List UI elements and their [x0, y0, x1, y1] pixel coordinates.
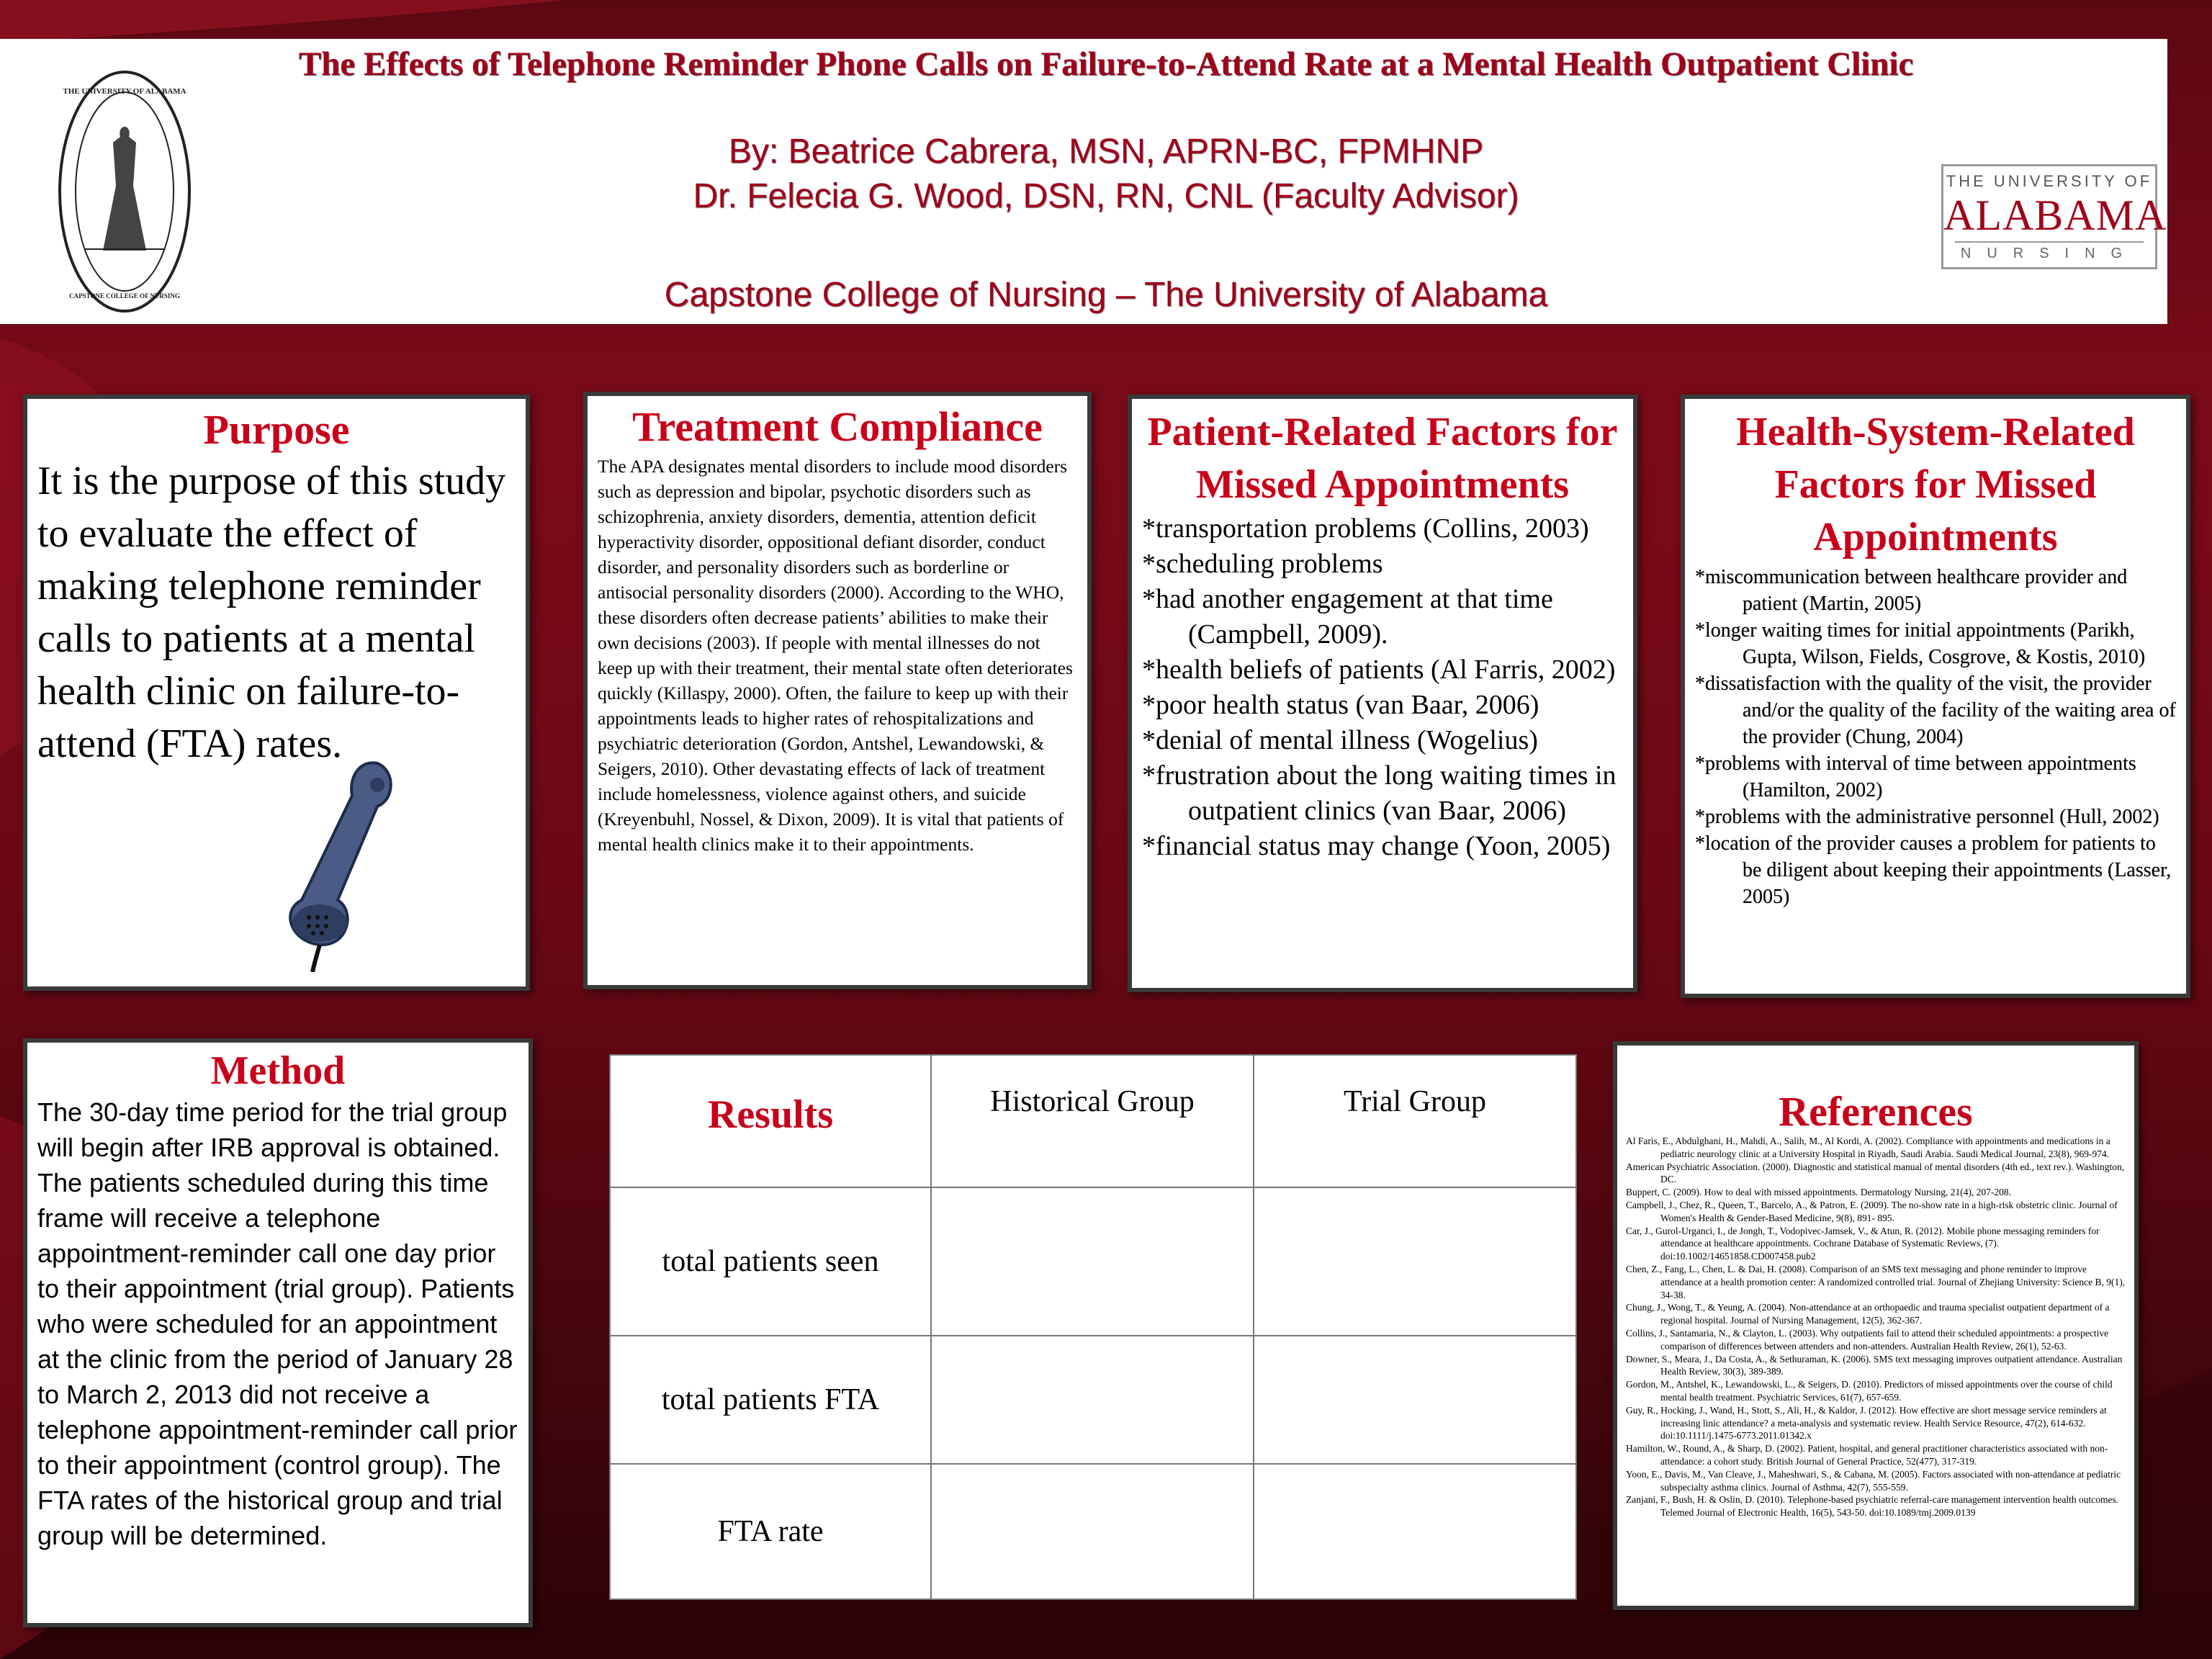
reference-item: Yoon, E., Davis, M., Van Cleave, J., Maheshwari, S., & Cabana, M. (2005). Factors associated with non-attendance at pediatric subspecialty asthma clinics. Journal of Asthma, 42(7), 555-559. — [1626, 1468, 2121, 1493]
list-item: *financial status may change (Yoon, 2005) — [1142, 831, 1611, 861]
cell-trial — [1254, 1464, 1576, 1599]
results-table — [609, 1054, 1577, 1600]
patient-factors-title: Patient-Related Factors for Missed Appointments — [1147, 410, 1618, 507]
list-item: *had another engagement at that time (Campbell, 2009). — [1142, 584, 1553, 649]
logo-line-1: THE UNIVERSITY OF — [1946, 172, 2153, 190]
purpose-body: It is the purpose of this study to evaluate the effect of making telephone reminder calls to patients at a mental health clinic on failure-to-attend (FTA) rates. — [37, 459, 506, 766]
reference-item: Buppert, C. (2009). How to deal with missed appointments. Dermatology Nursing, 21(4), 207-208. — [1626, 1187, 2012, 1198]
treatment-compliance-panel — [583, 392, 1092, 989]
treatment-body: The APA designates mental disorders to include mood disorders such as depression and bipolar, psychotic disorders such as schizophrenia, anxiety disorders, dementia, attention deficit hyperactivity disorder, oppositional defiant disorder, conduct disorder, and personality disorders such as borderline or antisocial personality disorders (2000). According to the WHO, these disorders often decrease patients’ abilities to make their own decisions (2003). If people with mental illnesses do not keep up with their treatment, their mental state often deteriorates quickly (Killaspy, 2000). Often, the failure to keep up with their appointments leads to higher rates of rehospitalizations and psychiatric deterioration (Gordon, Antshel, Lewandowski, & Seigers, 2010). Other devastating effects of lack of treatment include homelessness, violence against others, and suicide (Kreyenbuhl, Nossel, & Dixon, 2009). It is vital that patients of mental health clinics make it to their appointments. — [598, 456, 1073, 855]
column-header-historical: Historical Group — [931, 1055, 1254, 1187]
logo-line-3: NURSING — [1960, 246, 2139, 261]
reference-item: Zanjani, F., Bush, H. & Oslin, D. (2010). Telephone-based psychiatric referral-care management intervention health outcomes. Telemed Journal of Electronic Health, 16(5), 543-50. doi:10.1089/tmj.2009.0139 — [1626, 1494, 2119, 1519]
table-row — [610, 1187, 1576, 1336]
svg-text:CAPSTONE COLLEGE OF NURSING: CAPSTONE COLLEGE OF NURSING — [69, 292, 180, 300]
treatment-title: Treatment Compliance — [632, 403, 1043, 450]
column-header-trial: Trial Group — [1254, 1055, 1576, 1187]
cell-historical — [931, 1336, 1254, 1464]
row-label: FTA rate — [610, 1464, 931, 1599]
list-item: *scheduling problems — [1142, 549, 1383, 579]
health-system-title: Health-System-Related Factors for Missed Appointments — [1736, 410, 2135, 559]
reference-item: Downer, S., Meara, J., Da Costa, A., & Sethuraman, K. (2006). SMS text messaging improves outpatient attendance. Australian Health Review, 30(3), 389-389. — [1626, 1353, 2123, 1377]
list-item: *dissatisfaction with the quality of the visit, the provider and/or the quality of the facility of the waiting area of the provider (Chung, 2004) — [1695, 673, 2176, 748]
cell-trial — [1254, 1187, 1576, 1336]
reference-item: Collins, J., Santamaria, N., & Clayton, L. (2003). Why outpatients fail to attend their scheduled appointments: a prospective comparison of differences between attenders and non-attenders. Australian Health Review, 26(1), 52-63. — [1626, 1327, 2109, 1352]
telephone-handset-icon — [269, 756, 399, 972]
reference-item: Guy, R., Hocking, J., Wand, H., Stott, S., Ali, H., & Kaldor, J. (2012). How effective are short message service reminders at increasing linic attendance? a meta-analysis and systematic review. Health Service Resource, 47(2), 614-632. doi:10.1111/j.1475-6773.2011.01342.x — [1626, 1404, 2107, 1442]
references-list — [1626, 1135, 2126, 1519]
list-item: *transportation problems (Collins, 2003) — [1142, 513, 1589, 544]
reference-item: Hamilton, W., Round, A., & Sharp, D. (2002). Patient, hospital, and general practitioner characteristics associated with non-attendance: a cohort study. British Journal of General Practice, 52(477), 317-319. — [1626, 1443, 2108, 1467]
college-name: Capstone College of Nursing – The University of Alabama — [664, 276, 1548, 314]
author-line-2: Dr. Felecia G. Wood, DSN, RN, CNL (Faculty Advisor) — [693, 177, 1519, 215]
reference-item: Chen, Z., Fang, L., Chen, L. & Dai, H. (2008). Comparison of an SMS text messaging and phone reminder to improve attendance at a health promotion center: A randomized controlled trial. Journal of Zhejiang University: Science B, 9(1), 34-38. — [1626, 1263, 2126, 1300]
list-item: *problems with the administrative personnel (Hull, 2002) — [1695, 806, 2159, 828]
cell-trial — [1254, 1336, 1576, 1464]
poster-title: The Effects of Telephone Reminder Phone Calls on Failure-to-Attend Rate at a Mental Health Outpatient Clinic — [298, 45, 1914, 83]
authors — [0, 130, 2212, 219]
list-item: *poor health status (van Baar, 2006) — [1142, 690, 1539, 720]
reference-item: Campbell, J., Chez, R., Queen, T., Barcelo, A., & Patron, E. (2009). The no-show rate in a high-risk obstetric clinic. Journal of Women's Health & Gender-Based Medicine, 9(8), 891- 895. — [1626, 1199, 2118, 1223]
list-item: *health beliefs of patients (Al Farris, 2002) — [1142, 655, 1616, 685]
reference-item: Car, J., Gurol-Urganci, I., de Jongh, T., Vodopivec-Jamsek, V., & Atun, R. (2012). Mobile phone messaging reminders for attendance at healthcare appointments. Cochrane Database of Systematic Reviews, (7). doi:10.1002/14651858.CD007458.pub2 — [1626, 1225, 2100, 1262]
list-item: *denial of mental illness (Wogelius) — [1142, 725, 1538, 755]
health-system-factors-panel — [1681, 395, 2190, 998]
patient-factors-panel — [1128, 395, 1637, 992]
row-label: total patients seen — [610, 1187, 931, 1336]
method-panel — [23, 1038, 533, 1627]
cell-historical — [931, 1187, 1254, 1336]
reference-item: Gordon, M., Antshel, K., Lewandowski, L., & Seigers, D. (2010). Predictors of missed appointments over the course of child mental health treatment. Psychiatric Services, 61(7), 657-659. — [1626, 1379, 2113, 1403]
references-title: References — [1779, 1088, 1973, 1135]
health-system-list — [1695, 564, 2176, 910]
results-title: Results — [610, 1055, 931, 1187]
author-line-1: By: Beatrice Cabrera, MSN, APRN-BC, FPMHNP — [728, 132, 1484, 171]
purpose-title: Purpose — [203, 406, 350, 453]
reference-item: Al Faris, E., Abdulghani, H., Mahdi, A., Salih, M., Al Kordi, A. (2002). Compliance with appointments and medications in a pediatric neurology clinic at a University Hospital in Riyadh, Saudi Arabia. Saudi Medical Journal, 23(8), 969-974. — [1626, 1136, 2110, 1159]
cell-historical — [931, 1464, 1254, 1599]
reference-item: American Psychiatric Association. (2000). Diagnostic and statistical manual of mental disorders (4th ed., text rev.). Washington, DC. — [1626, 1161, 2125, 1185]
table-row — [610, 1336, 1576, 1464]
logo-divider — [1955, 241, 2144, 243]
row-label: total patients FTA — [610, 1336, 931, 1464]
reference-item: Chung, J., Wong, T., & Yeung, A. (2004). Non-attendance at an orthopaedic and trauma specialist outpatient department of a regional hospital. Journal of Nursing Management, 12(5), 362-367. — [1626, 1302, 2110, 1326]
method-body: The 30-day time period for the trial group will begin after IRB approval is obtained. The patients scheduled during this time frame will receive a telephone appointment-reminder call one day prior to their appointment (trial group). Patients who were scheduled for an appointment at the clinic from the period of January 28 to March 2, 2013 did not receive a telephone appointment-reminder call prior to their appointment (control group). The FTA rates of the historical group and trial group will be determined. — [37, 1097, 518, 1550]
list-item: *frustration about the long waiting times in outpatient clinics (van Baar, 2006) — [1142, 760, 1617, 826]
list-item: *location of the provider causes a problem for patients to be diligent about keeping their appointments (Lasser, 2005) — [1695, 832, 2172, 908]
table-row — [610, 1464, 1576, 1599]
references-panel — [1613, 1041, 2139, 1610]
list-item: *longer waiting times for initial appointments (Parikh, Gupta, Wilson, Fields, Cosgrove, & Kostis, 2010) — [1695, 619, 2146, 668]
table-header-row — [610, 1055, 1576, 1187]
list-item: *problems with interval of time between appointments (Hamilton, 2002) — [1695, 752, 2136, 801]
logo-line-2: ALABAMA — [1943, 192, 2167, 239]
list-item: *miscommunication between healthcare provider and patient (Martin, 2005) — [1695, 566, 2128, 615]
svg-text:THE UNIVERSITY OF ALABAMA: THE UNIVERSITY OF ALABAMA — [63, 87, 186, 96]
university-logo — [1941, 164, 2167, 269]
patient-factors-list — [1142, 511, 1623, 864]
method-title: Method — [210, 1048, 346, 1093]
